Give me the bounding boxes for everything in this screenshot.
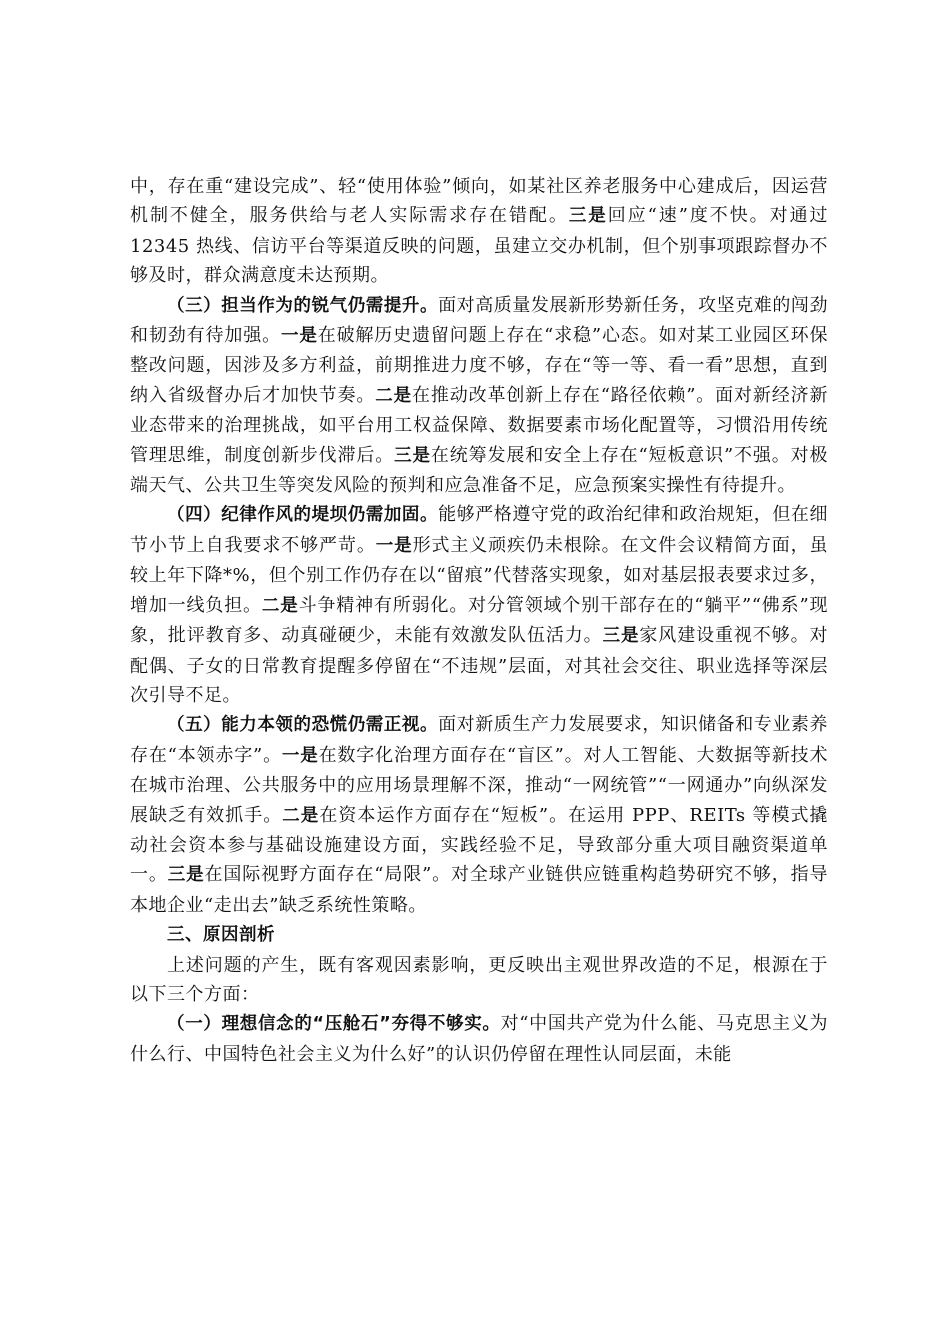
- paragraph: [130, 500, 828, 710]
- paragraph: [130, 291, 828, 501]
- bold-run: （一）理想信念的“压舱石”夯得不够实。: [167, 1014, 501, 1035]
- text-run: 能够严格遵守党的政治纪律和政治规矩，但在细节小节上自我要求不够严苛。: [130, 504, 829, 556]
- text-run: 面对新质生产力发展要求，知识储备和专业素养存在“本领赤字”。: [130, 714, 829, 766]
- bold-run: 三是: [394, 445, 431, 466]
- document-body: [130, 172, 828, 1069]
- bold-run: 三是: [568, 206, 608, 227]
- text-run: 在资本运作方面存在“短板”。在运用 PPP、REITs 等模式撬动社会资本参与基础设施建设方面，实践经验不足，导致部分重大项目融资渠道单一。: [130, 804, 829, 886]
- paragraph: [130, 172, 828, 291]
- bold-run: （三）担当作为的锐气仍需提升。: [167, 295, 439, 316]
- bold-run: 二是: [261, 595, 299, 616]
- bold-run: 二是: [375, 385, 413, 406]
- text-run: 在国际视野方面存在“局限”。对全球产业链供应链重构趋势研究不够，指导本地企业“走出去”缺乏系统性策略。: [130, 864, 829, 916]
- bold-run: 二是: [282, 805, 320, 826]
- text-run: 在破解历史遗留问题上存在“求稳”心态。如对某工业园区环保整改问题，因涉及多方利益，前期推进力度不够，存在“等一等、看一看”思想，直到纳入省级督办后才加快节奏。: [130, 325, 829, 406]
- bold-run: （四）纪律作风的堤坝仍需加固。: [167, 505, 439, 526]
- text-run: 在推动改革创新上存在“路径依赖”。面对新经济新业态带来的治理挑战，如平台用工权益保障、数据要素市场化配置等，习惯沿用传统管理思维，制度创新步伐滞后。: [130, 384, 829, 466]
- text-run: 对“中国共产党为什么能、马克思主义为什么行、中国特色社会主义为什么好”的认识仍停留在理性认同层面，未能: [130, 1013, 828, 1065]
- paragraph: [130, 920, 828, 950]
- paragraph: [130, 951, 828, 1010]
- text-run: 家风建设重视不够。对配偶、子女的日常教育提醒多停留在“不违规”层面，对其社会交往、职业选择等深层次引导不足。: [130, 625, 829, 706]
- text-run: 在数字化治理方面存在“盲区”。对人工智能、大数据等新技术在城市治理、公共服务中的应用场景理解不深，推动“一网统管”“一网通办”向纵深发展缺乏有效抓手。: [130, 744, 829, 826]
- paragraph: [130, 710, 828, 920]
- text-run: 面对高质量发展新形势新任务，攻坚克难的闯劲和韧劲有待加强。: [130, 294, 829, 347]
- text-run: 斗争精神有所弱化。对分管领域个别干部存在的“躺平”“佛系”现象，批评教育多、动真碰硬少，未能有效激发队伍活力。: [130, 594, 829, 647]
- bold-run: 三是: [167, 865, 205, 886]
- text-run: 在统筹发展和安全上存在“短板意识”不强。对极端天气、公共卫生等突发风险的预判和应急准备不足，应急预案实操性有待提升。: [130, 444, 829, 497]
- text-run: 形式主义顽疾仍未根除。在文件会议精简方面，虽较上年下降*%，但个别工作仍存在以“留痕”代替落实现象，如对基层报表要求过多，增加一线负担。: [130, 534, 829, 616]
- text-run: 中，存在重“建设完成”、轻“使用体验”倾向，如某社区养老服务中心建成后，因运营机制不健全，服务供给与老人实际需求存在错配。: [130, 176, 828, 227]
- bold-run: （五）能力本领的恐慌仍需正视。: [167, 715, 439, 736]
- bold-run: 一是: [280, 326, 318, 347]
- bold-run: 三是: [602, 626, 640, 647]
- bold-run: 一是: [281, 745, 319, 766]
- bold-run: 三、原因剖析: [167, 925, 275, 946]
- text-run: 回应“速”度不快。对通过 12345 热线、信访平台等渠道反映的问题，虽建立交办机制，但个别事项跟踪督办不够及时，群众满意度未达预期。: [130, 205, 829, 287]
- bold-run: 一是: [375, 535, 413, 556]
- paragraph: [130, 1009, 828, 1069]
- text-run: 上述问题的产生，既有客观因素影响，更反映出主观世界改造的不足，根源在于以下三个方面：: [130, 954, 828, 1005]
